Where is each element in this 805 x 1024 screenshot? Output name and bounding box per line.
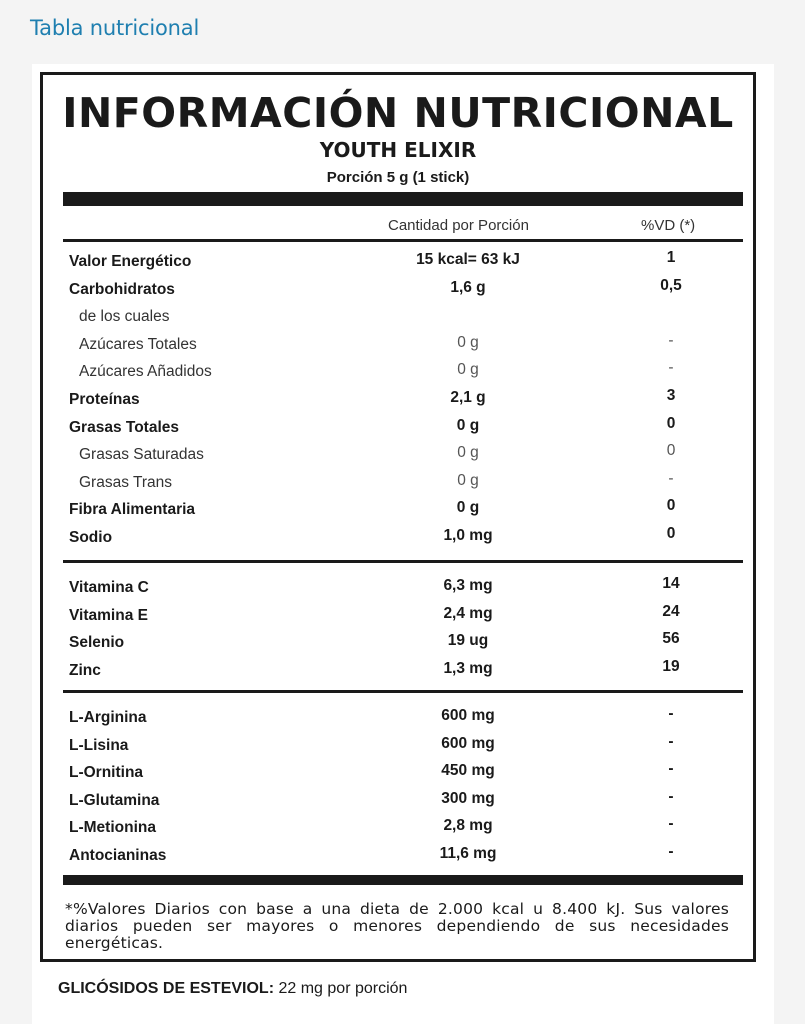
nutrient-dv: - bbox=[668, 469, 674, 487]
nutrient-row bbox=[43, 470, 753, 496]
glycosides-value: 22 mg por porción bbox=[278, 980, 408, 997]
nutrient-name: Grasas Totales bbox=[69, 418, 179, 436]
nutrient-dv: - bbox=[668, 760, 674, 778]
nutrient-name: Antocianinas bbox=[69, 847, 167, 864]
nutrient-dv: 0 bbox=[666, 442, 676, 460]
nutrient-name: Zinc bbox=[69, 661, 101, 679]
nutrient-dv: 3 bbox=[666, 387, 676, 404]
nutrient-dv: - bbox=[668, 787, 674, 805]
nutrient-amount: 1,3 mg bbox=[443, 659, 493, 677]
nutrient-amount: 2,4 mg bbox=[443, 604, 493, 622]
nutrient-amount: 2,1 g bbox=[450, 389, 486, 406]
nutrient-row bbox=[43, 733, 753, 759]
glycosides-line bbox=[58, 980, 407, 998]
nutrient-name: Proteínas bbox=[69, 391, 140, 408]
nutrient-row bbox=[43, 705, 753, 731]
nutrient-row bbox=[43, 249, 753, 275]
nutrient-amount: 6,3 mg bbox=[443, 577, 493, 594]
page-title: Tabla nutricional bbox=[30, 16, 200, 40]
label-title: INFORMACIÓN NUTRICIONAL bbox=[62, 89, 734, 137]
nutrient-name: L-Metionina bbox=[69, 819, 156, 837]
nutrient-dv: 56 bbox=[662, 630, 680, 648]
nutrient-dv: - bbox=[668, 732, 674, 750]
nutrient-dv: - bbox=[668, 705, 674, 722]
nutrient-row bbox=[43, 332, 753, 358]
footnote: *%Valores Diarios con base a una dieta de 2.000 kcal u 8.400 kJ. Sus valores diarios pueden ser mayores o menores dependiendo de sus necesidades energéticas. bbox=[65, 900, 729, 952]
nutrient-name: L-Glutamina bbox=[69, 791, 160, 809]
nutrient-name: Grasas Saturadas bbox=[79, 446, 204, 464]
nutrient-row bbox=[43, 815, 753, 841]
nutrient-name: Sodio bbox=[69, 529, 113, 546]
nutrient-row bbox=[43, 525, 753, 551]
nutrient-dv: 0 bbox=[666, 525, 676, 542]
nutrient-name: L-Lisina bbox=[69, 736, 129, 754]
nutrient-dv: - bbox=[668, 331, 674, 349]
nutrient-name: L-Arginina bbox=[69, 709, 147, 726]
nutrient-row bbox=[43, 760, 753, 786]
section-divider bbox=[63, 690, 743, 693]
nutrient-name: Fibra Alimentaria bbox=[69, 501, 196, 519]
glycosides-label: GLICÓSIDOS DE ESTEVIOL: bbox=[58, 980, 275, 997]
nutrient-dv: 1 bbox=[666, 249, 676, 266]
nutrient-name: Azúcares Totales bbox=[79, 335, 197, 353]
nutrient-name: Vitamina E bbox=[69, 606, 148, 624]
nutrient-row bbox=[43, 442, 753, 468]
nutrient-dv: 14 bbox=[662, 575, 680, 592]
nutrient-row bbox=[43, 788, 753, 814]
nutrient-row bbox=[43, 630, 753, 656]
nutrient-row bbox=[43, 415, 753, 441]
nutrient-dv: 0 bbox=[666, 414, 676, 432]
nutrient-amount: 0 g bbox=[457, 333, 479, 351]
nutrient-amount: 600 mg bbox=[441, 707, 495, 724]
portion-size: Porción 5 g (1 stick) bbox=[326, 169, 470, 186]
product-name: YOUTH ELIXIR bbox=[319, 138, 477, 162]
nutrient-dv: 0,5 bbox=[660, 276, 682, 294]
nutrient-dv: 19 bbox=[662, 657, 680, 675]
nutrient-amount: 19 ug bbox=[447, 632, 489, 650]
nutrient-amount: 0 g bbox=[456, 416, 480, 434]
nutrient-name: Valor Energético bbox=[69, 253, 192, 270]
nutrient-row bbox=[43, 387, 753, 413]
nutrient-dv: - bbox=[668, 843, 674, 860]
section-divider bbox=[63, 560, 743, 563]
nutrient-amount: 600 mg bbox=[441, 734, 495, 752]
nutrient-row bbox=[43, 575, 753, 601]
nutrient-dv: 0 bbox=[666, 497, 676, 515]
nutrient-row bbox=[43, 658, 753, 684]
nutrient-amount: 450 mg bbox=[441, 762, 495, 780]
nutrient-dv: - bbox=[668, 815, 674, 833]
nutrient-row bbox=[43, 277, 753, 303]
nutrient-amount: 0 g bbox=[456, 499, 480, 517]
nutrient-dv: - bbox=[668, 359, 674, 377]
nutrient-amount: 1,0 mg bbox=[443, 527, 493, 544]
nutrient-name: Grasas Trans bbox=[79, 473, 173, 491]
nutrition-label bbox=[40, 72, 756, 962]
nutrient-row bbox=[43, 359, 753, 385]
nutrient-row bbox=[43, 603, 753, 629]
nutrient-row bbox=[43, 497, 753, 523]
nutrient-row bbox=[43, 304, 753, 330]
nutrient-amount: 1,6 g bbox=[450, 278, 486, 296]
nutrient-name: Carbohidratos bbox=[69, 280, 175, 298]
nutrient-amount: 0 g bbox=[457, 361, 479, 379]
column-header-dv: %VD (*) bbox=[641, 217, 696, 234]
nutrient-dv: 24 bbox=[662, 602, 680, 620]
nutrient-name: Vitamina C bbox=[69, 579, 149, 596]
nutrient-amount: 300 mg bbox=[441, 789, 495, 807]
nutrient-amount: 0 g bbox=[457, 444, 479, 462]
nutrient-name: Selenio bbox=[69, 634, 125, 652]
nutrient-name: de los cuales bbox=[79, 308, 170, 326]
nutrient-amount: 15 kcal= 63 kJ bbox=[416, 251, 520, 268]
nutrient-amount: 11,6 mg bbox=[439, 845, 497, 862]
nutrient-name: L-Ornitina bbox=[69, 764, 144, 782]
nutrient-rows bbox=[43, 75, 753, 959]
nutrient-name: Azúcares Añadidos bbox=[79, 363, 212, 381]
nutrient-amount: 2,8 mg bbox=[443, 817, 493, 835]
footer-bar bbox=[63, 875, 743, 885]
nutrient-row bbox=[43, 843, 753, 869]
column-header-amount: Cantidad por Porción bbox=[388, 217, 529, 234]
nutrient-amount: 0 g bbox=[457, 471, 479, 489]
